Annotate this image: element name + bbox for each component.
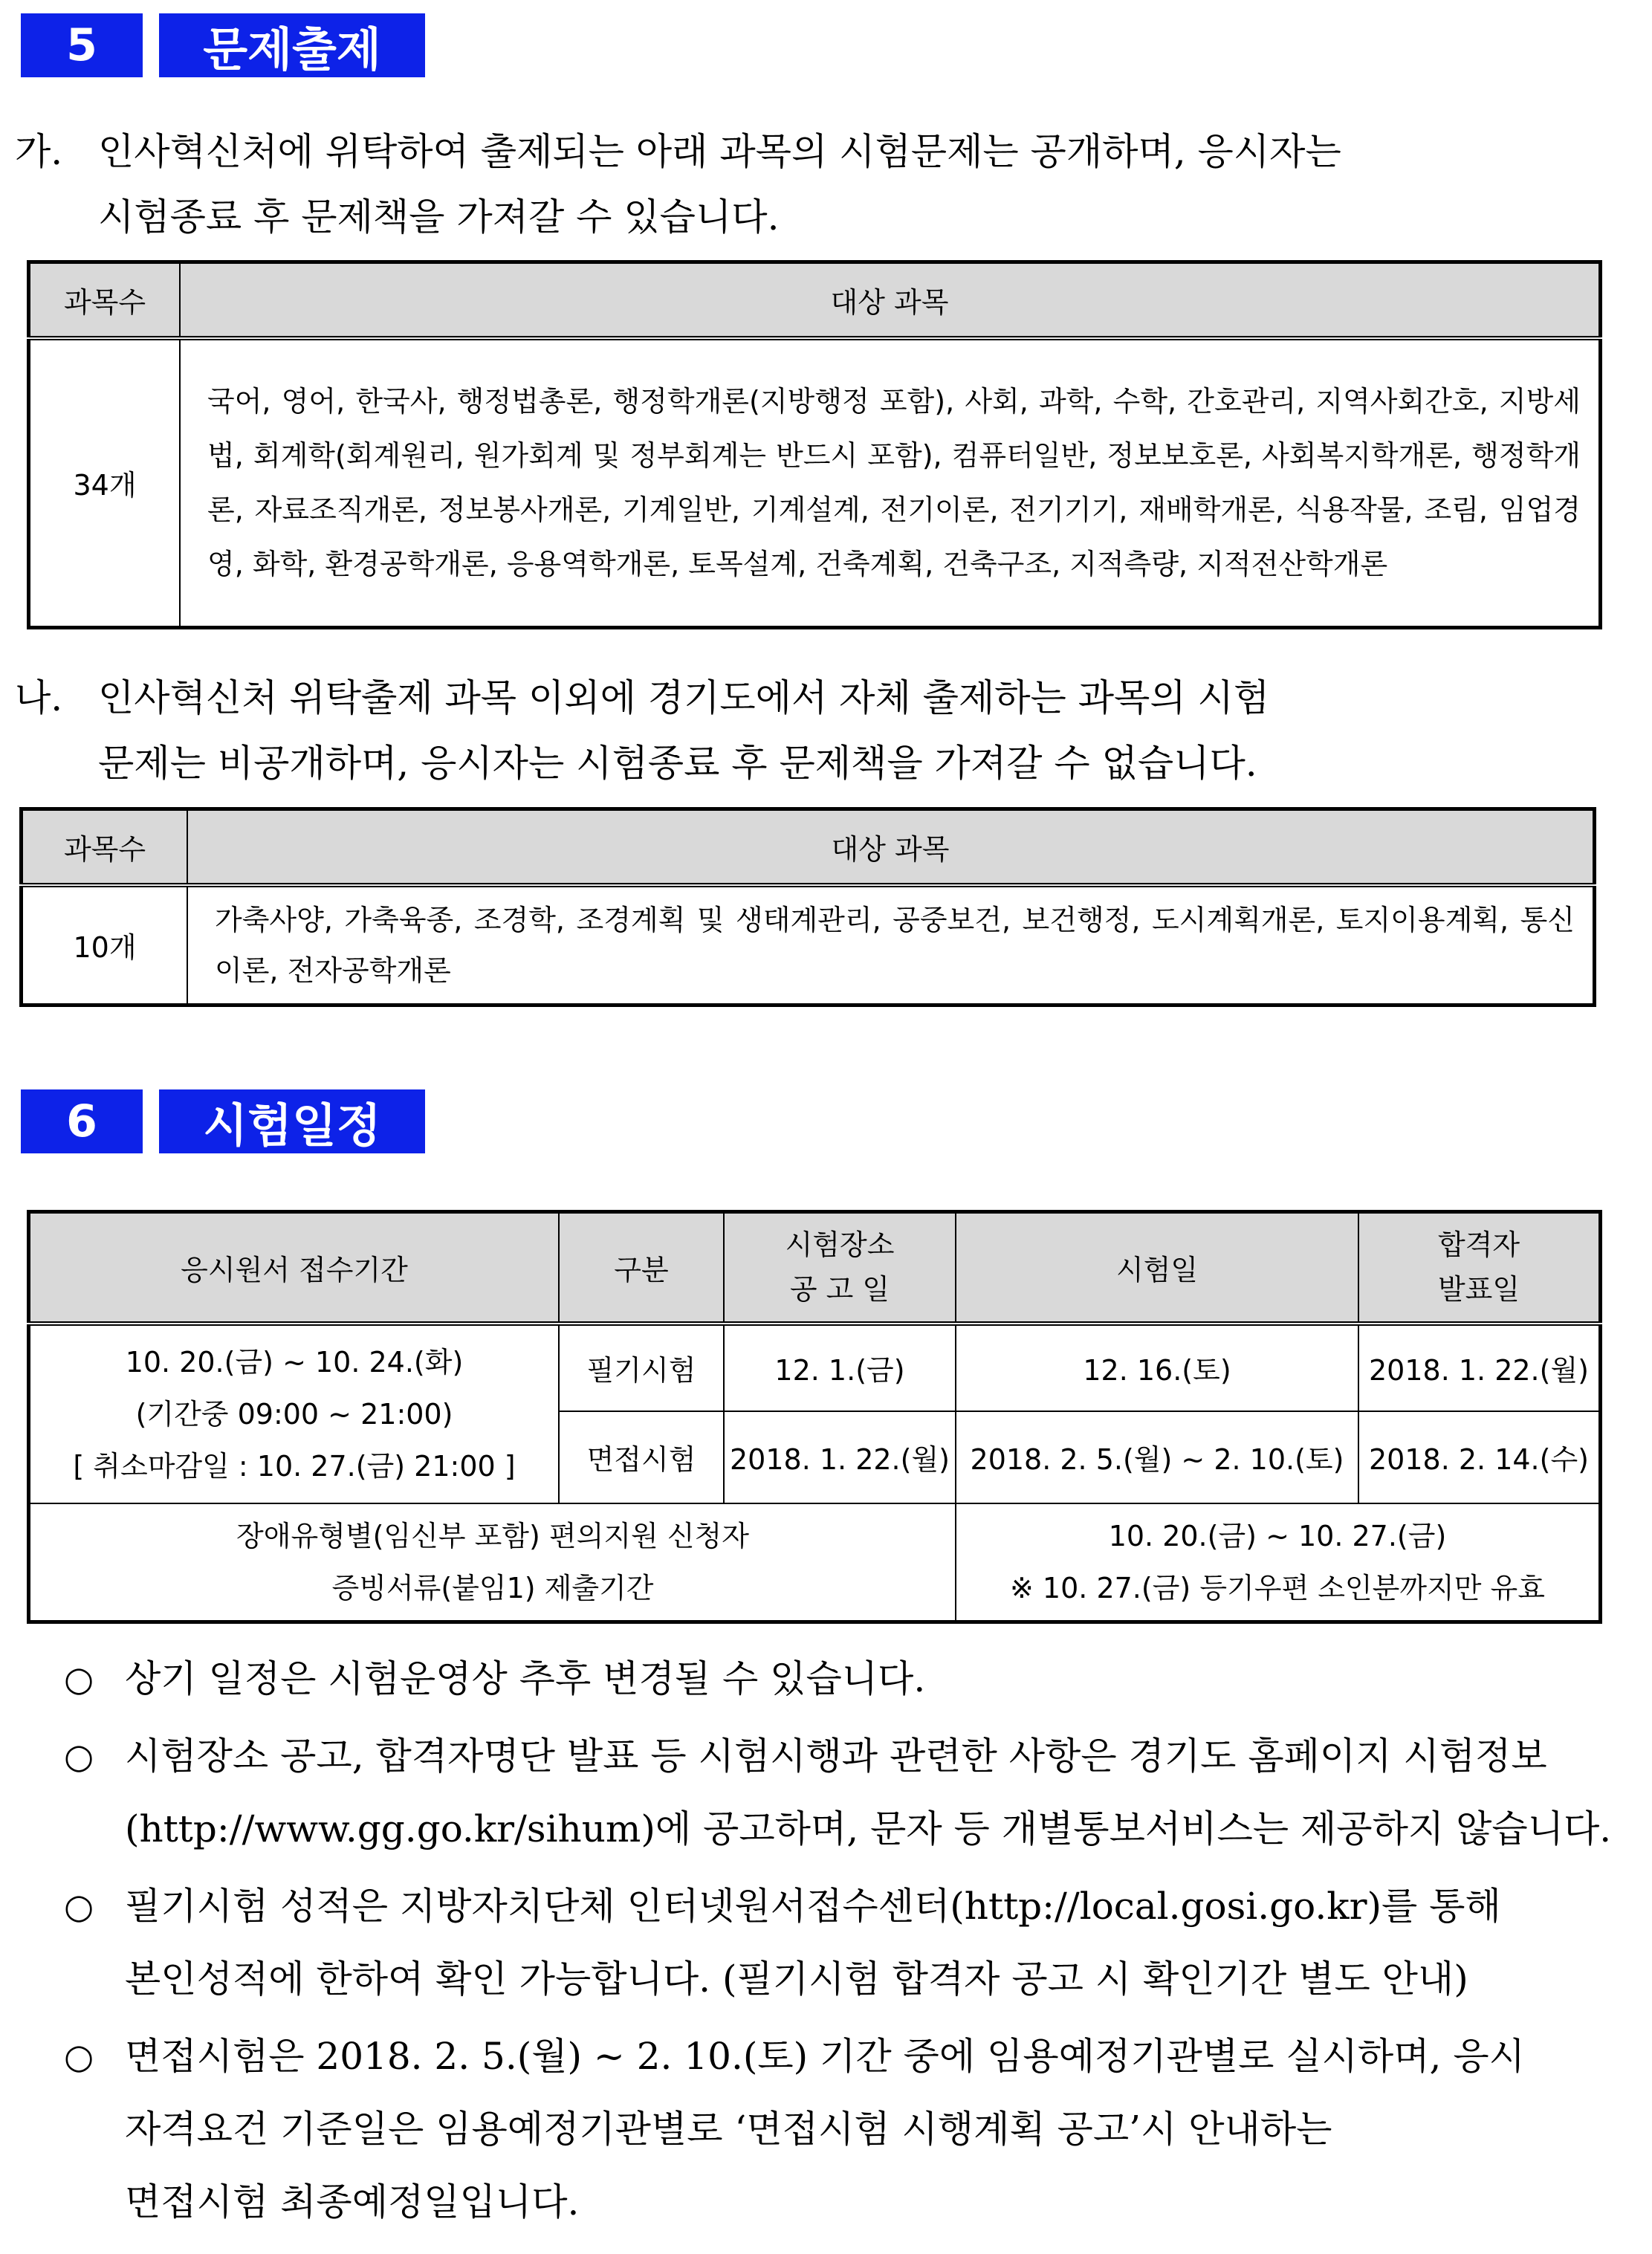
exam-date: 12. 16.(토) — [956, 1324, 1358, 1411]
disability-label — [29, 1503, 956, 1622]
section-title: 시험일정 — [159, 1089, 425, 1153]
header-line: 공 고 일 — [789, 1273, 890, 1306]
subject-list: 국어, 영어, 한국사, 행정법총론, 행정학개론(지방행정 포함), 사회, 과학, 수학, 간호관리, 지역사회간호, 지방세법, 회계학(회계원리, 원가회계 및 정부회계는 반드시 포함), 컴퓨터일반, 정보보호론, 사회복지학개론, 행정학개론, 자료조직개론, 정보봉사개론, 기계일반, 기계설계, 전기이론, 전기기기, 재배학개론, 식용작물, 조림, 임업경영, 화학, 환경공학개론, 응용역학개론, 토목설계, 건축계획, 건축구조, 지적측량, 지적전산학개론 — [180, 338, 1601, 628]
venue-date: 12. 1.(금) — [724, 1324, 956, 1411]
exam-type: 필기시험 — [559, 1324, 724, 1411]
paragraph-line: 문제는 비공개하며, 응시자는 시험종료 후 문제책을 가져갈 수 없습니다. — [98, 742, 1257, 785]
header-line: 합격자 — [1437, 1228, 1520, 1262]
header-line: 발표일 — [1437, 1273, 1520, 1306]
subjects-table-private — [19, 807, 1596, 1007]
paragraph-marker: 가. — [15, 130, 63, 173]
note-line: 자격요건 기준일은 임용예정기관별로 ‘면접시험 시행계획 공고’시 안내하는 — [125, 2108, 1332, 2151]
column-header — [724, 1212, 956, 1324]
paragraph-marker: 나. — [15, 676, 63, 719]
section-title: 문제출제 — [159, 13, 425, 77]
section-number: 6 — [21, 1089, 143, 1153]
section-number: 5 — [21, 13, 143, 77]
paragraph-line: 시험종료 후 문제책을 가져갈 수 있습니다. — [98, 195, 780, 239]
column-header — [1358, 1212, 1601, 1324]
application-period — [29, 1324, 560, 1503]
subject-count: 10개 — [22, 885, 188, 1005]
disability-line: 장애유형별(임신부 포함) 편의지원 신청자 — [236, 1519, 749, 1552]
header-line: 시험장소 — [785, 1228, 895, 1262]
note-line: 면접시험 최종예정일입니다. — [125, 2180, 580, 2224]
exam-date: 2018. 2. 5.(월) ~ 2. 10.(토) — [956, 1411, 1358, 1503]
paragraph-line: 인사혁신처에 위탁하여 출제되는 아래 과목의 시험문제는 공개하며, 응시자는 — [98, 130, 1341, 173]
note-item — [64, 1870, 1620, 2015]
disability-period-line: 10. 20.(금) ~ 10. 27.(금) — [1108, 1519, 1447, 1552]
note-line: 본인성적에 한하여 확인 가능합니다. (필기시험 합격자 공고 시 확인기간 별도 안내) — [125, 1957, 1468, 2001]
subject-list: 가축사양, 가축육종, 조경학, 조경계획 및 생태계관리, 공중보건, 보건행정, 도시계획개론, 토지이용계획, 통신이론, 전자공학개론 — [187, 885, 1595, 1005]
column-header: 과목수 — [29, 262, 181, 338]
column-header: 대상 과목 — [187, 809, 1595, 885]
note-line: 상기 일정은 시험운영상 추후 변경될 수 있습니다. — [125, 1657, 926, 1700]
paragraph-b — [15, 665, 1613, 796]
paragraph-a — [15, 119, 1613, 250]
bullet-circle-icon: ○ — [64, 1736, 94, 1776]
venue-date: 2018. 1. 22.(월) — [724, 1411, 956, 1503]
column-header: 응시원서 접수기간 — [29, 1212, 560, 1324]
bullet-circle-icon: ○ — [64, 1886, 94, 1926]
schedule-table — [27, 1210, 1602, 1624]
column-header: 과목수 — [22, 809, 188, 885]
result-date: 2018. 1. 22.(월) — [1358, 1324, 1601, 1411]
schedule-notes — [64, 1642, 1620, 2238]
period-line: [ 취소마감일 : 10. 27.(금) 21:00 ] — [73, 1449, 516, 1483]
exam-type: 면접시험 — [559, 1411, 724, 1503]
period-line: 10. 20.(금) ~ 10. 24.(화) — [125, 1345, 464, 1379]
bullet-circle-icon: ○ — [64, 2036, 94, 2076]
note-line: 면접시험은 2018. 2. 5.(월) ~ 2. 10.(토) 기간 중에 임용예정기관별로 실시하며, 응시 — [125, 2035, 1525, 2078]
note-item — [64, 1642, 1620, 1715]
disability-note: ※ 10. 27.(금) 등기우편 소인분까지만 유효 — [1010, 1571, 1545, 1604]
paragraph-line: 인사혁신처 위탁출제 과목 이외에 경기도에서 자체 출제하는 과목의 시험 — [98, 676, 1270, 719]
result-date: 2018. 2. 14.(수) — [1358, 1411, 1601, 1503]
note-item — [64, 1720, 1620, 1865]
disability-period — [956, 1503, 1601, 1622]
subject-count: 34개 — [29, 338, 181, 628]
disability-line: 증빙서류(붙임1) 제출기간 — [331, 1571, 654, 1604]
note-line: 필기시험 성적은 지방자치단체 인터넷원서접수센터(http://local.gosi.go.kr)를 통해 — [125, 1885, 1501, 1928]
column-header: 시험일 — [956, 1212, 1358, 1324]
note-item — [64, 2020, 1620, 2238]
note-line: 시험장소 공고, 합격자명단 발표 등 시험시행과 관련한 사항은 경기도 홈페이지 시험정보 — [125, 1735, 1547, 1778]
bullet-circle-icon: ○ — [64, 1659, 94, 1699]
subjects-table-public — [27, 260, 1602, 629]
note-line: (http://www.gg.go.kr/sihum)에 공고하며, 문자 등 개별통보서비스는 제공하지 않습니다. — [125, 1807, 1612, 1850]
period-line: (기간중 09:00 ~ 21:00) — [135, 1397, 453, 1431]
column-header: 구분 — [559, 1212, 724, 1324]
column-header: 대상 과목 — [180, 262, 1601, 338]
